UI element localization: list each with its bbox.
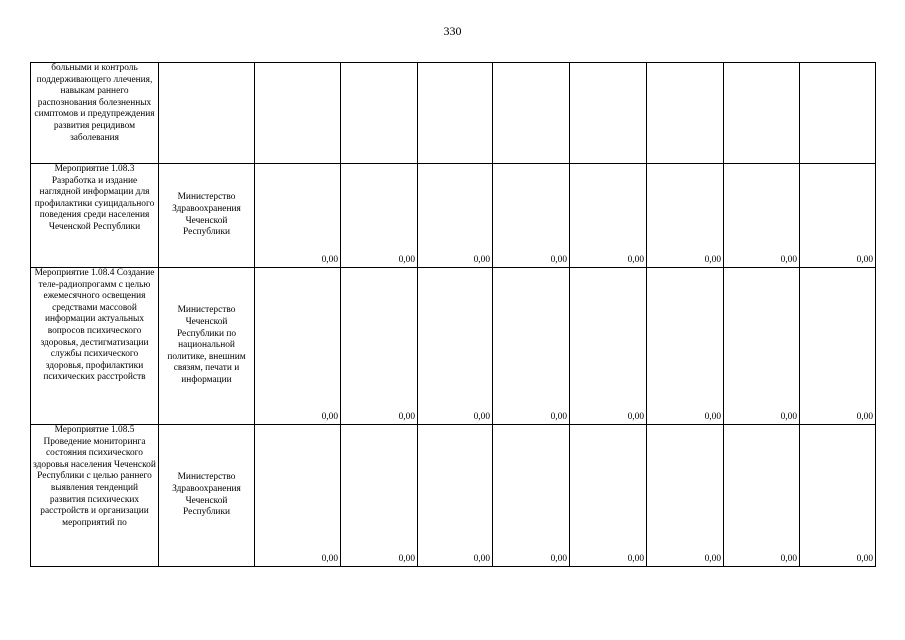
value-cell: 0,00: [570, 268, 647, 425]
table-row: [31, 63, 876, 164]
responsible-executor: Министерство Здравоохранения Чеченской Республики: [159, 164, 255, 268]
value-cell: 0,00: [800, 164, 876, 268]
value-cell: [255, 63, 341, 164]
measure-description: Мероприятие 1.08.4 Создание теле-радиопрогамм с целью ежемесячного освещения средствами массовой информации актуальных вопросов психического здоровья, дестигматизации службы психического здоровья, профилактики психических расстройств: [31, 268, 159, 425]
value-cell: 0,00: [570, 425, 647, 567]
table-row: [31, 268, 876, 425]
value-cell: 0,00: [255, 268, 341, 425]
table-row: [31, 164, 876, 268]
value-cell: [341, 63, 418, 164]
measure-description: Мероприятие 1.08.5 Проведение мониторинга состояния психического здоровья населения Чеченской Республики с целью раннего выявления тенденций развития психических расстройств и организации мероприятий по: [31, 425, 159, 567]
value-cell: [647, 63, 724, 164]
value-cell: 0,00: [341, 425, 418, 567]
measure-description: больными и контроль поддерживающего ллечения, навыкам раннего распознования болезненных симптомов и предупреждения развития рецидивом заболевания: [31, 63, 159, 164]
value-cell: 0,00: [493, 268, 570, 425]
value-cell: 0,00: [800, 268, 876, 425]
value-cell: 0,00: [570, 164, 647, 268]
responsible-executor: [159, 63, 255, 164]
value-cell: 0,00: [341, 268, 418, 425]
responsible-executor: Министерство Чеченской Республики по национальной политике, внешним связям, печати и информации: [159, 268, 255, 425]
value-cell: 0,00: [724, 425, 800, 567]
value-cell: 0,00: [647, 164, 724, 268]
value-cell: 0,00: [493, 164, 570, 268]
value-cell: 0,00: [341, 164, 418, 268]
value-cell: [493, 63, 570, 164]
value-cell: 0,00: [418, 268, 493, 425]
value-cell: [800, 63, 876, 164]
value-cell: [418, 63, 493, 164]
value-cell: 0,00: [724, 164, 800, 268]
value-cell: 0,00: [493, 425, 570, 567]
value-cell: 0,00: [724, 268, 800, 425]
value-cell: 0,00: [647, 268, 724, 425]
page-number: 330: [443, 24, 462, 38]
responsible-executor: Министерство Здравоохранения Чеченской Республики: [159, 425, 255, 567]
table-row: [31, 425, 876, 567]
value-cell: 0,00: [418, 425, 493, 567]
value-cell: 0,00: [255, 425, 341, 567]
value-cell: 0,00: [418, 164, 493, 268]
value-cell: 0,00: [647, 425, 724, 567]
value-cell: [724, 63, 800, 164]
value-cell: 0,00: [800, 425, 876, 567]
measures-table: [30, 62, 876, 567]
measure-description: Мероприятие 1.08.3 Разработка и издание наглядной информации для профилактики суицидального поведения среди населения Чеченской Республики: [31, 164, 159, 268]
value-cell: 0,00: [255, 164, 341, 268]
value-cell: [570, 63, 647, 164]
